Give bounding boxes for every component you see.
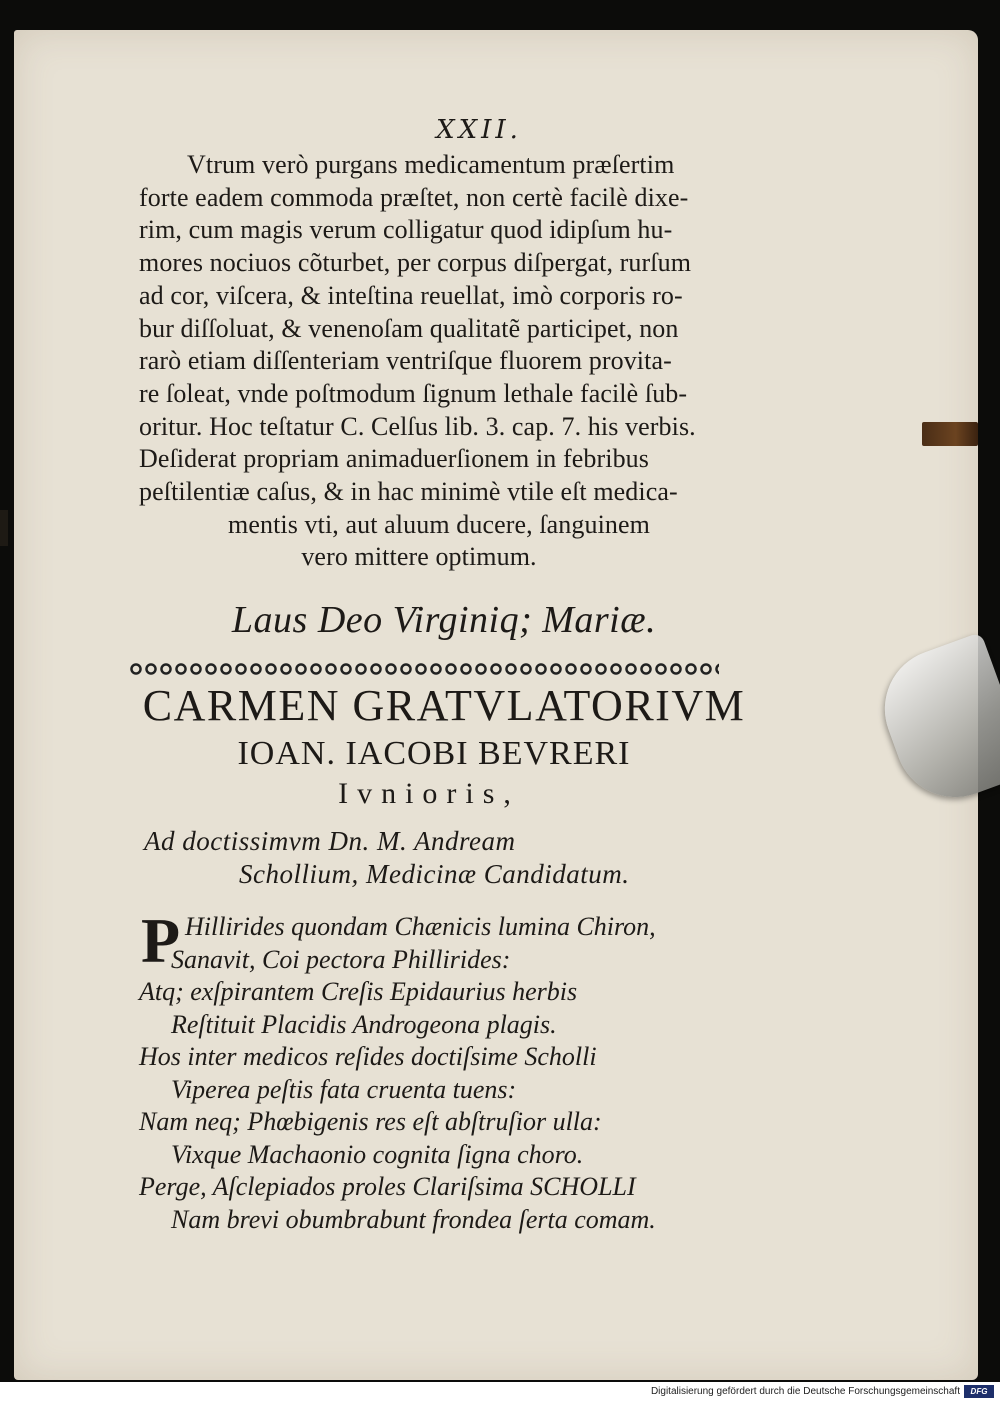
prose-line: rim, cum magis verum colligatur quod idipſum hu- [139, 215, 673, 245]
prose-line: mores nociuos cõturbet, per corpus diſpergat, rurſum [139, 248, 692, 278]
prose-line: ad cor, viſcera, & inteſtina reuellat, imò corporis ro- [139, 280, 683, 310]
author-suffix: Ivnioris, [338, 777, 520, 811]
dfg-logo-icon: DFG [964, 1385, 994, 1398]
folio-number: XXII. [436, 115, 522, 145]
prose-line: peſtilentiæ caſus, & in hac minimè vtile eſt medica- [139, 477, 678, 507]
prose-paragraph [139, 149, 779, 574]
poem-line: Atq; exſpirantem Creſis Epidaurius herbis [139, 977, 578, 1007]
poem-drop-cap: P [141, 905, 181, 977]
prose-line: mentis vti, aut aluum ducere, ſanguinem [228, 509, 650, 539]
poem-line: Perge, Aſclepiados proles Clariſsima SCHOLLI [139, 1172, 636, 1202]
dfg-credit: Digitalisierung gefördert durch die Deutsche Forschungsgemeinschaft [650, 1386, 960, 1397]
dedication [139, 825, 779, 891]
poem-line: Reſtituit Placidis Androgeona plagis. [171, 1009, 557, 1039]
prose-line: oritur. Hoc teſtatur C. Celſus lib. 3. cap. 7. his verbis. [139, 411, 696, 441]
laus-deo-line: Laus Deo Virginiq; Mariæ. [231, 599, 657, 642]
dedication-line: Schollium, Medicinæ Candidatum. [239, 859, 630, 890]
ornament-border-icon [129, 662, 719, 676]
author-line: IOAN. IACOBI BEVRERI [237, 735, 631, 773]
dedication-line: Ad doctissimvm Dn. M. Andream [144, 826, 516, 857]
scan-edge-mark [0, 510, 8, 546]
digitization-footer [0, 1382, 1000, 1402]
poem-line: Hos inter medicos reſides doctiſsime Scholli [139, 1042, 597, 1072]
prose-line: rarò etiam diſſenteriam ventriſque fluorem provita- [139, 346, 672, 376]
poem [139, 905, 779, 1236]
poem-line: Nam neq; Phœbigenis res eſt abſtruſior ulla: [139, 1107, 602, 1137]
prose-line: Deſiderat propriam animaduerſionem in febribus [139, 444, 649, 474]
page-text-block [139, 115, 779, 1236]
poem-line: Vixque Machaonio cognita ſigna choro. [171, 1139, 584, 1169]
prose-line: vero mittere optimum. [301, 542, 537, 572]
book-page [14, 30, 978, 1380]
leather-tab-marker [922, 422, 978, 446]
carmen-title: CARMEN GRATVLATORIVM [142, 681, 746, 731]
prose-line: re ſoleat, vnde poſtmodum ſignum lethale facilè ſub- [139, 378, 688, 408]
poem-line: Sanavit, Coi pectora Phillirides: [171, 944, 511, 974]
prose-line: Vtrum verò purgans medicamentum præſertim [187, 150, 675, 179]
poem-line: Nam brevi obumbrabunt frondea ſerta comam. [171, 1204, 656, 1234]
prose-line: bur diſſoluat, & venenoſam qualitatẽ participet, non [139, 313, 679, 343]
poem-line: Hillirides quondam Chænicis lumina Chiron, [185, 912, 656, 942]
poem-line: Viperea peſtis fata cruenta tuens: [171, 1074, 517, 1104]
prose-line: forte eadem commoda præſtet, non certè facilè dixe- [139, 182, 689, 212]
